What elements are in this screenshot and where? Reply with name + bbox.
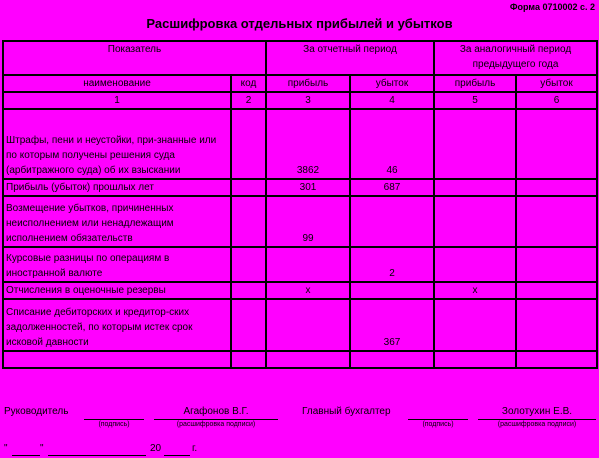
row-name (3, 351, 231, 368)
date-day-line (12, 455, 40, 456)
col-number-2: 2 (231, 92, 266, 109)
row-profit-current (266, 351, 350, 368)
row-code (231, 282, 266, 299)
row-code (231, 247, 266, 282)
table-row (3, 109, 597, 179)
form-code: Форма 0710002 с. 2 (509, 2, 595, 12)
row-profit-current (266, 247, 350, 282)
row-profit-previous: x (434, 282, 516, 299)
table-row (3, 282, 597, 299)
row-code (231, 109, 266, 179)
table-row (3, 351, 597, 368)
accountant-sign-line (408, 419, 468, 420)
date-month-line (48, 455, 146, 456)
row-loss-current: 367 (350, 299, 434, 351)
head-decode-caption: (расшифровка подписи) (176, 421, 256, 428)
date-year-prefix: 20 (150, 443, 162, 454)
col-number-1: 1 (3, 92, 231, 109)
row-name: Возмещение убытков, причиненных неисполнением или ненадлежащим исполнением обязательств (3, 196, 231, 247)
table-row (3, 247, 597, 282)
header-previous-period: За аналогичный период предыдущего года (434, 41, 597, 75)
row-loss-current: 2 (350, 247, 434, 282)
row-profit-previous (434, 179, 516, 196)
row-loss-previous (516, 351, 597, 368)
header-indicator: Показатель (3, 41, 266, 75)
header-loss-current: убыток (350, 75, 434, 92)
row-name: Отчисления в оценочные резервы (3, 282, 231, 299)
date-year-suffix: г. (192, 443, 198, 454)
row-profit-current: 99 (266, 196, 350, 247)
header-loss-previous: убыток (516, 75, 597, 92)
row-code (231, 179, 266, 196)
row-loss-current (350, 196, 434, 247)
row-loss-previous (516, 299, 597, 351)
accountant-decode-caption: (расшифровка подписи) (497, 421, 577, 428)
row-profit-current (266, 299, 350, 351)
header-code: код (231, 75, 266, 92)
header-profit-previous: прибыль (434, 75, 516, 92)
date-year-line (164, 455, 190, 456)
row-name: Списание дебиторских и кредитор-ских задолженностей, по которым истек срок исковой давности (3, 299, 231, 351)
accountant-name: Золотухин Е.В. (501, 406, 573, 417)
row-profit-previous (434, 109, 516, 179)
row-loss-current (350, 282, 434, 299)
table-row (3, 179, 597, 196)
row-code (231, 299, 266, 351)
head-sign-caption: (подпись) (98, 421, 130, 428)
profit-loss-table (2, 40, 598, 369)
head-name-line (154, 419, 278, 420)
col-number-5: 5 (434, 92, 516, 109)
row-name: Курсовые разницы по операциям в иностранной валюте (3, 247, 231, 282)
row-profit-previous (434, 247, 516, 282)
head-sign-line (84, 419, 144, 420)
header-current-period: За отчетный период (266, 41, 434, 75)
col-number-4: 4 (350, 92, 434, 109)
row-loss-current: 687 (350, 179, 434, 196)
header-profit-current: прибыль (266, 75, 350, 92)
row-code (231, 351, 266, 368)
head-label: Руководитель (4, 406, 69, 417)
accountant-name-line (478, 419, 596, 420)
row-profit-previous (434, 299, 516, 351)
row-profit-current: x (266, 282, 350, 299)
row-profit-current: 301 (266, 179, 350, 196)
accountant-sign-caption: (подпись) (422, 421, 454, 428)
head-name: Агафонов В.Г. (183, 406, 249, 417)
row-profit-current: 3862 (266, 109, 350, 179)
page-title: Расшифровка отдельных прибылей и убытков (146, 16, 453, 31)
date-close-quote: " (40, 443, 44, 454)
row-name: Штрафы, пени и неустойки, при-знанные или по которым получены решения суда (арбитражного суда) об их взыскании (3, 109, 231, 179)
row-loss-current (350, 351, 434, 368)
col-number-3: 3 (266, 92, 350, 109)
row-loss-previous (516, 247, 597, 282)
row-loss-previous (516, 196, 597, 247)
row-loss-current: 46 (350, 109, 434, 179)
table-row (3, 299, 597, 351)
row-name: Прибыль (убыток) прошлых лет (3, 179, 231, 196)
row-loss-previous (516, 282, 597, 299)
header-name: наименование (3, 75, 231, 92)
row-loss-previous (516, 109, 597, 179)
row-profit-previous (434, 196, 516, 247)
row-loss-previous (516, 179, 597, 196)
accountant-label: Главный бухгалтер (302, 406, 391, 417)
row-code (231, 196, 266, 247)
table-row (3, 196, 597, 247)
date-open-quote: " (4, 443, 8, 454)
col-number-6: 6 (516, 92, 597, 109)
row-profit-previous (434, 351, 516, 368)
